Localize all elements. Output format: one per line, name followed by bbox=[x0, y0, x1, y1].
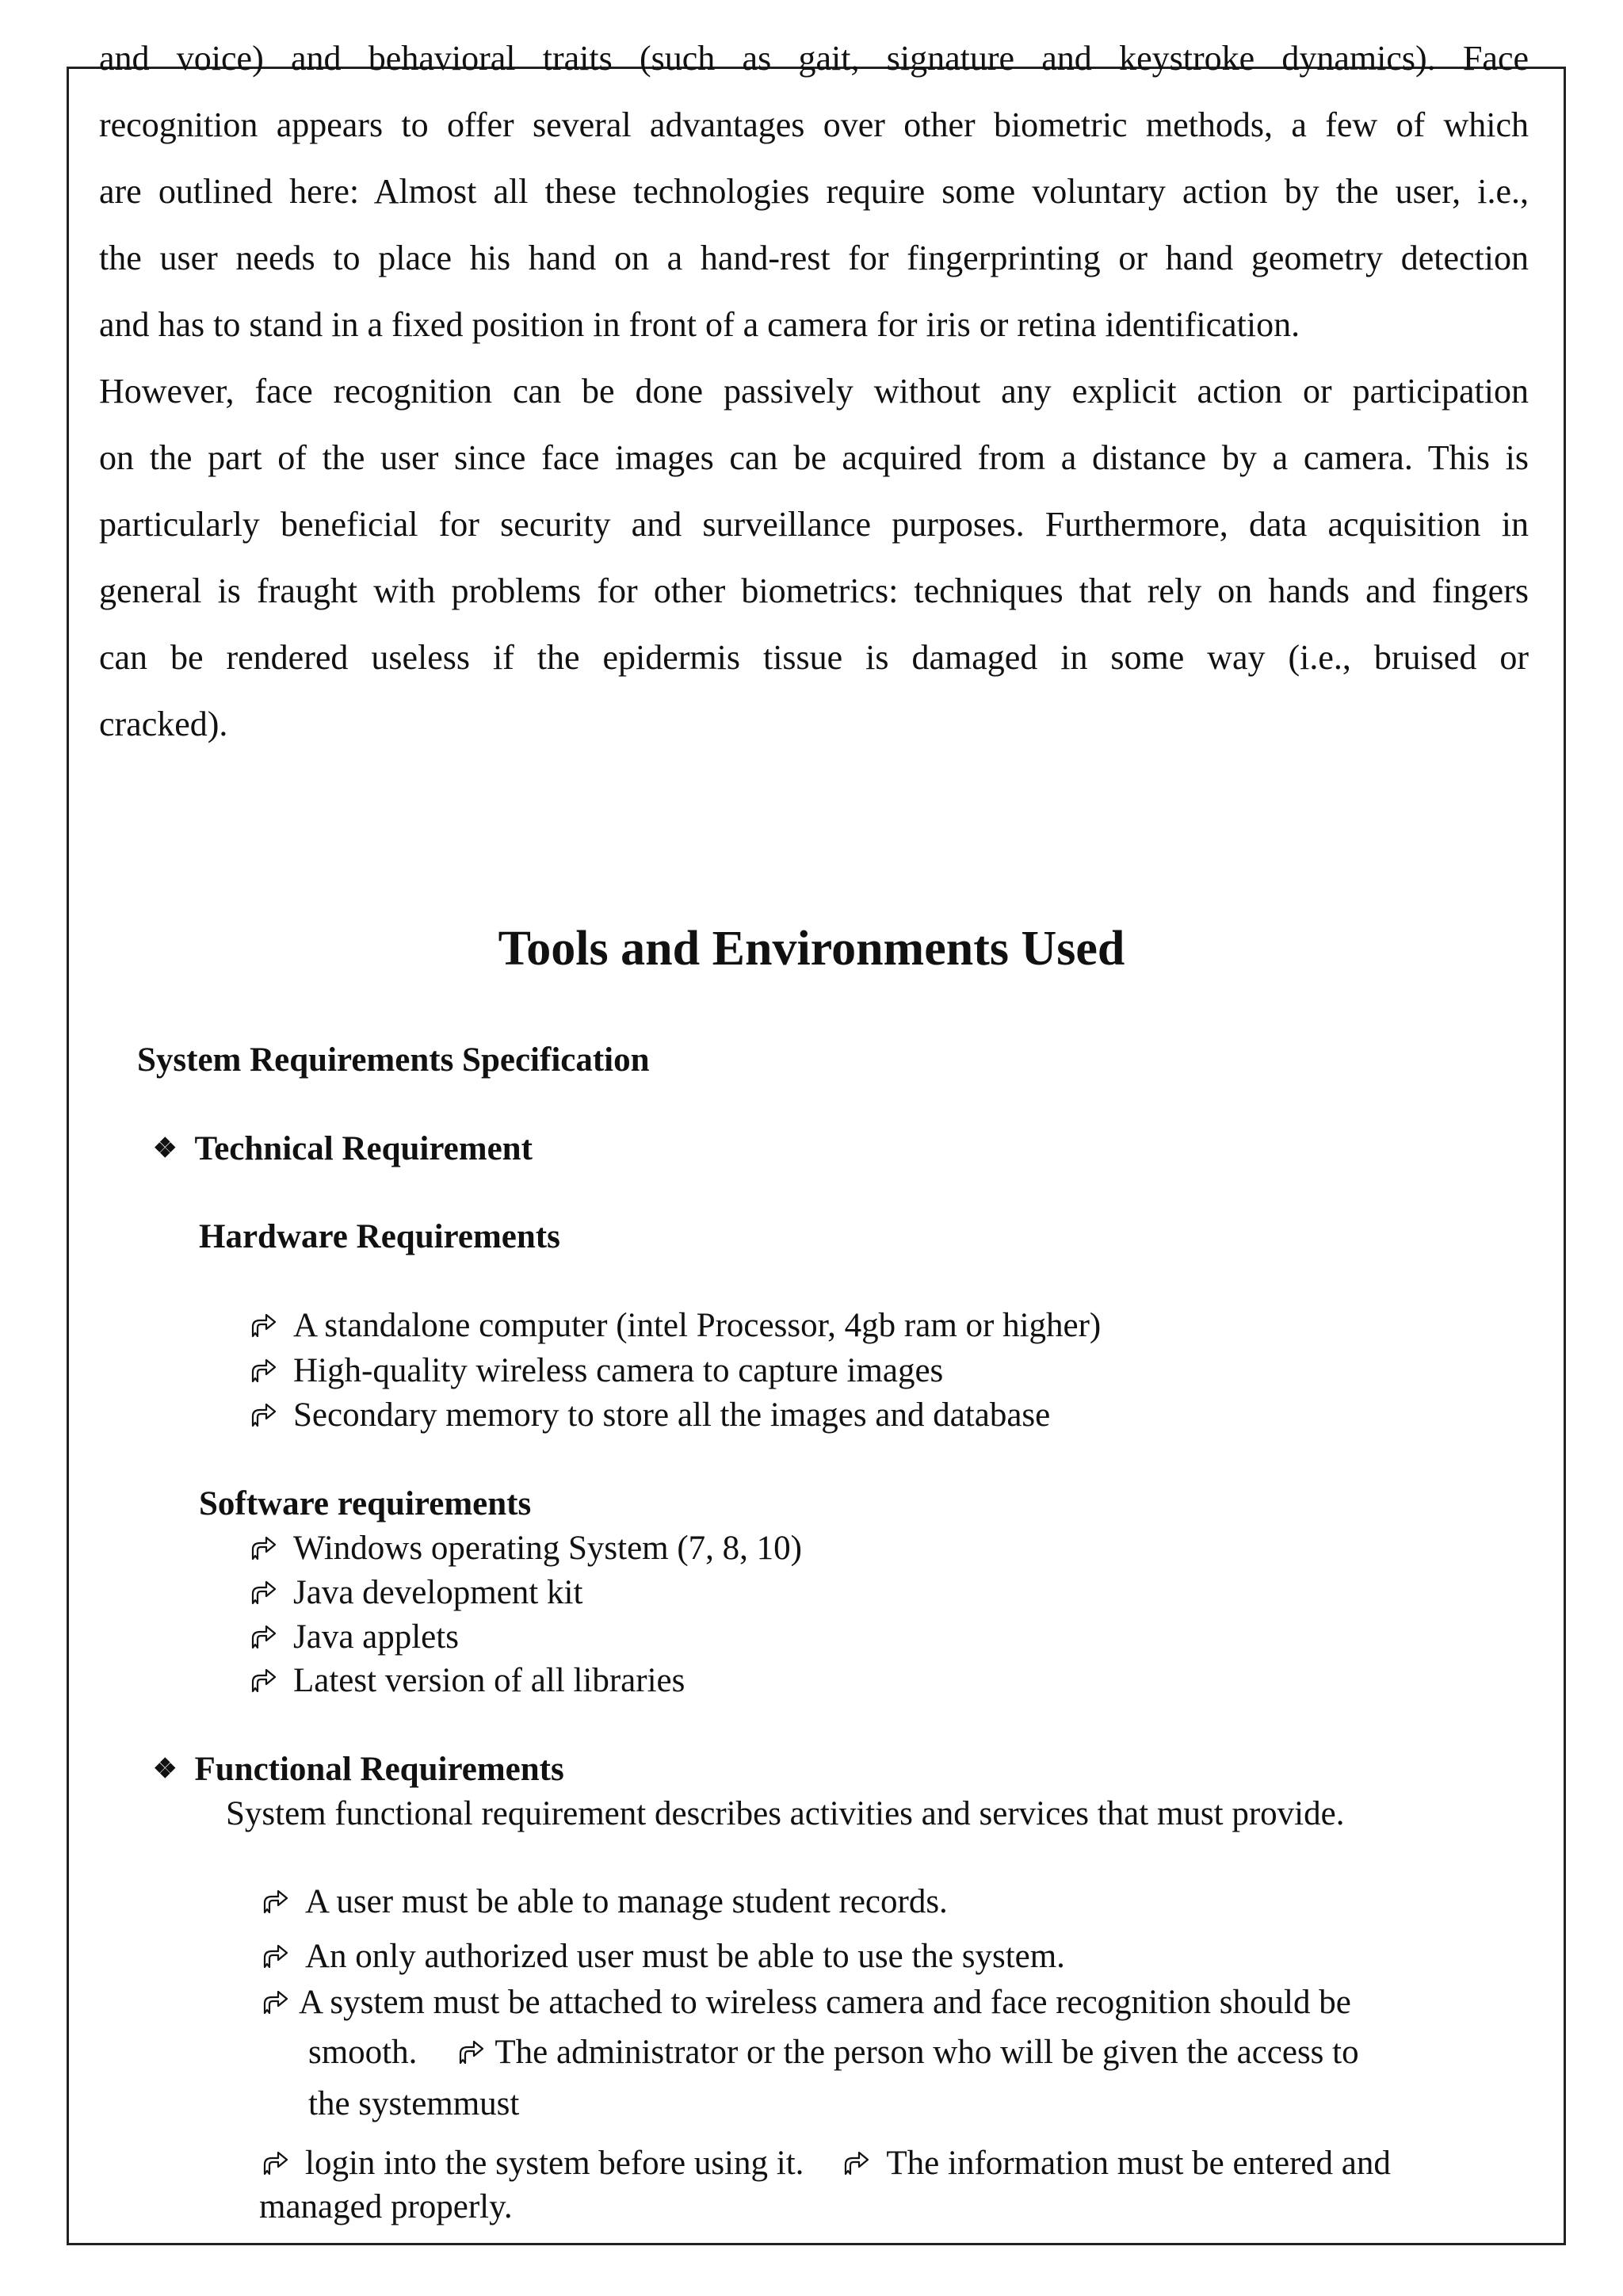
arrow-bullet-icon bbox=[262, 1887, 289, 1914]
srs-title: System Requirements Specification bbox=[137, 1041, 650, 1079]
arrow-bullet-icon bbox=[843, 2149, 870, 2176]
functional-description: System functional requirement describes activities and services that must provide. bbox=[226, 1795, 1345, 1832]
list-item: A standalone computer (intel Processor, 4gb ram or higher) bbox=[250, 1308, 1101, 1343]
arrow-bullet-icon bbox=[250, 1622, 277, 1649]
list-item: An only authorized user must be able to use the system. bbox=[262, 1939, 1065, 1973]
list-item: Java development kit bbox=[250, 1576, 582, 1610]
diamond-bullet-icon: ❖ bbox=[153, 1755, 178, 1784]
list-item-continuation: the systemmust bbox=[308, 2085, 520, 2122]
diamond-bullet-icon: ❖ bbox=[153, 1134, 178, 1163]
list-item: Latest version of all libraries bbox=[250, 1664, 685, 1698]
list-item: Windows operating System (7, 8, 10) bbox=[250, 1531, 802, 1565]
arrow-bullet-icon bbox=[250, 1578, 277, 1605]
list-item: smooth. The administrator or the person who will be given the access to bbox=[308, 2034, 1359, 2071]
arrow-bullet-icon bbox=[458, 2038, 485, 2065]
paragraph-line: general is fraught with problems for other biometrics: techniques that rely on hands and fingers bbox=[99, 571, 1529, 610]
arrow-bullet-icon bbox=[250, 1666, 277, 1693]
hardware-title: Hardware Requirements bbox=[199, 1218, 560, 1255]
paragraph-line: particularly beneficial for security and surveillance purposes. Furthermore, data acquisition in bbox=[99, 505, 1529, 544]
arrow-bullet-icon bbox=[262, 2149, 289, 2176]
paragraph-line: recognition appears to offer several advantages over other biometric methods, a few of which bbox=[99, 105, 1529, 144]
paragraph-line: on the part of the user since face images can be acquired from a distance by a camera. This is bbox=[99, 438, 1529, 477]
list-item: Secondary memory to store all the images and database bbox=[250, 1398, 1050, 1432]
list-item: login into the system before using it. The information must be entered and bbox=[262, 2146, 1391, 2180]
arrow-bullet-icon bbox=[250, 1534, 277, 1561]
paragraph-line: and voice) and behavioral traits (such as gait, signature and keystroke dynamics). Face bbox=[99, 39, 1529, 78]
paragraph-line: can be rendered useless if the epidermis tissue is damaged in some way (i.e., bruised or bbox=[99, 638, 1529, 677]
list-item: High-quality wireless camera to capture images bbox=[250, 1354, 943, 1388]
technical-title: ❖ Technical Requirement bbox=[153, 1130, 533, 1167]
paragraph-line: the user needs to place his hand on a hand-rest for fingerprinting or hand geometry detection bbox=[99, 239, 1529, 277]
paragraph-line: However, face recognition can be done passively without any explicit action or participation bbox=[99, 372, 1529, 411]
paragraph-line: cracked). bbox=[99, 705, 228, 743]
functional-title: ❖ Functional Requirements bbox=[153, 1751, 564, 1788]
list-item: A user must be able to manage student records. bbox=[262, 1885, 948, 1919]
section-heading: Tools and Environments Used bbox=[498, 922, 1125, 976]
paragraph-line: are outlined here: Almost all these technologies require some voluntary action by the user, i.e., bbox=[99, 172, 1529, 211]
list-item: A system must be attached to wireless camera and face recognition should be bbox=[262, 1985, 1351, 2019]
arrow-bullet-icon bbox=[250, 1311, 277, 1338]
arrow-bullet-icon bbox=[262, 1942, 289, 1969]
arrow-bullet-icon bbox=[262, 1988, 289, 2015]
list-item: Java applets bbox=[250, 1620, 459, 1654]
software-title: Software requirements bbox=[199, 1485, 532, 1522]
arrow-bullet-icon bbox=[250, 1356, 277, 1383]
list-item-continuation: managed properly. bbox=[259, 2188, 513, 2225]
arrow-bullet-icon bbox=[250, 1400, 277, 1427]
paragraph-line: and has to stand in a fixed position in front of a camera for iris or retina identification. bbox=[99, 305, 1300, 344]
